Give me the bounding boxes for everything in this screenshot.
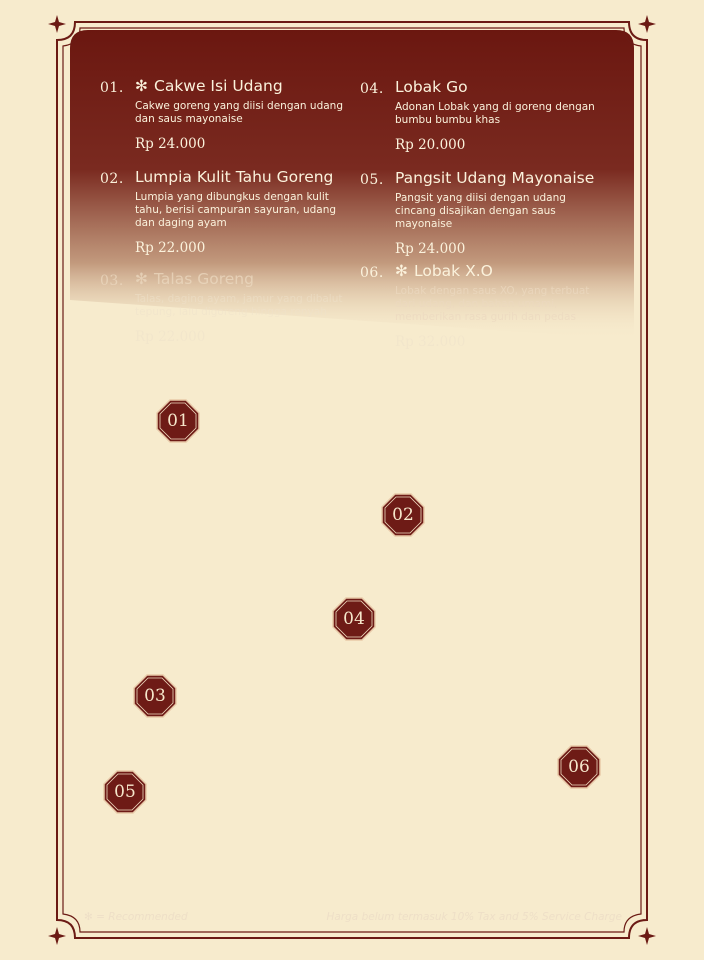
number-badge: 01 xyxy=(156,399,200,443)
item-price: Rp 24.000 xyxy=(135,136,206,152)
number-badge: 03 xyxy=(133,674,177,718)
item-title: Lumpia Kulit Tahu Goreng xyxy=(135,168,334,186)
menu-item xyxy=(100,270,375,345)
star-icon: ✻ xyxy=(395,262,408,280)
item-price: Rp 24.000 xyxy=(395,241,466,257)
item-title: ✻ Talas Goreng xyxy=(135,270,254,288)
menu-item xyxy=(100,77,375,152)
item-description: Talas, daging ayam, jamur yang dibalut tepung, lalu digoreng hingga renyah xyxy=(135,293,343,318)
item-description: Lumpia yang dibungkus dengan kulit tahu, berisi campuran sayuran, udang dan daging ayam xyxy=(135,191,337,229)
item-number: 01. xyxy=(100,80,124,96)
item-title: ✻ Lobak X.O xyxy=(395,262,493,280)
item-title: Lobak Go xyxy=(395,78,468,96)
item-number: 06. xyxy=(360,265,384,281)
star-icon: ✻ xyxy=(135,270,148,288)
item-description: Pangsit yang diisi dengan udang cincang disajikan dengan saus mayonaise xyxy=(395,192,566,230)
item-number: 03. xyxy=(100,273,124,289)
item-number: 04. xyxy=(360,81,384,97)
item-title: ✻ Cakwe Isi Udang xyxy=(135,77,283,95)
star-icon: ✻ xyxy=(84,911,93,923)
menu-item xyxy=(360,169,635,257)
number-badge: 05 xyxy=(103,770,147,814)
menu-item xyxy=(100,168,375,256)
menu-item xyxy=(360,262,635,350)
item-description: Lobak dengan saus XO, yang terbuat dari udang, dan bahan umami, memberikan rasa gurih dan pedas xyxy=(395,285,590,323)
legend-text: = Recommended xyxy=(96,911,188,923)
item-price: Rp 32.000 xyxy=(395,334,466,350)
tax-note: Harga belum termasuk 10% Tax and 5% Service Charge xyxy=(326,911,622,923)
item-price: Rp 22.000 xyxy=(135,329,206,345)
item-number: 05. xyxy=(360,172,384,188)
item-description: Cakwe goreng yang diisi dengan udang dan saus mayonaise xyxy=(135,100,344,125)
item-price: Rp 22.000 xyxy=(135,240,206,256)
item-number: 02. xyxy=(100,171,124,187)
item-title: Pangsit Udang Mayonaise xyxy=(395,169,595,187)
number-badge: 02 xyxy=(381,493,425,537)
number-badge: 06 xyxy=(557,745,601,789)
item-price: Rp 20.000 xyxy=(395,137,466,153)
item-description: Adonan Lobak yang di goreng dengan bumbu bumbu khas xyxy=(395,101,595,126)
menu-item xyxy=(360,78,635,153)
star-icon: ✻ xyxy=(135,77,148,95)
recommended-legend xyxy=(84,911,188,923)
number-badge: 04 xyxy=(332,597,376,641)
